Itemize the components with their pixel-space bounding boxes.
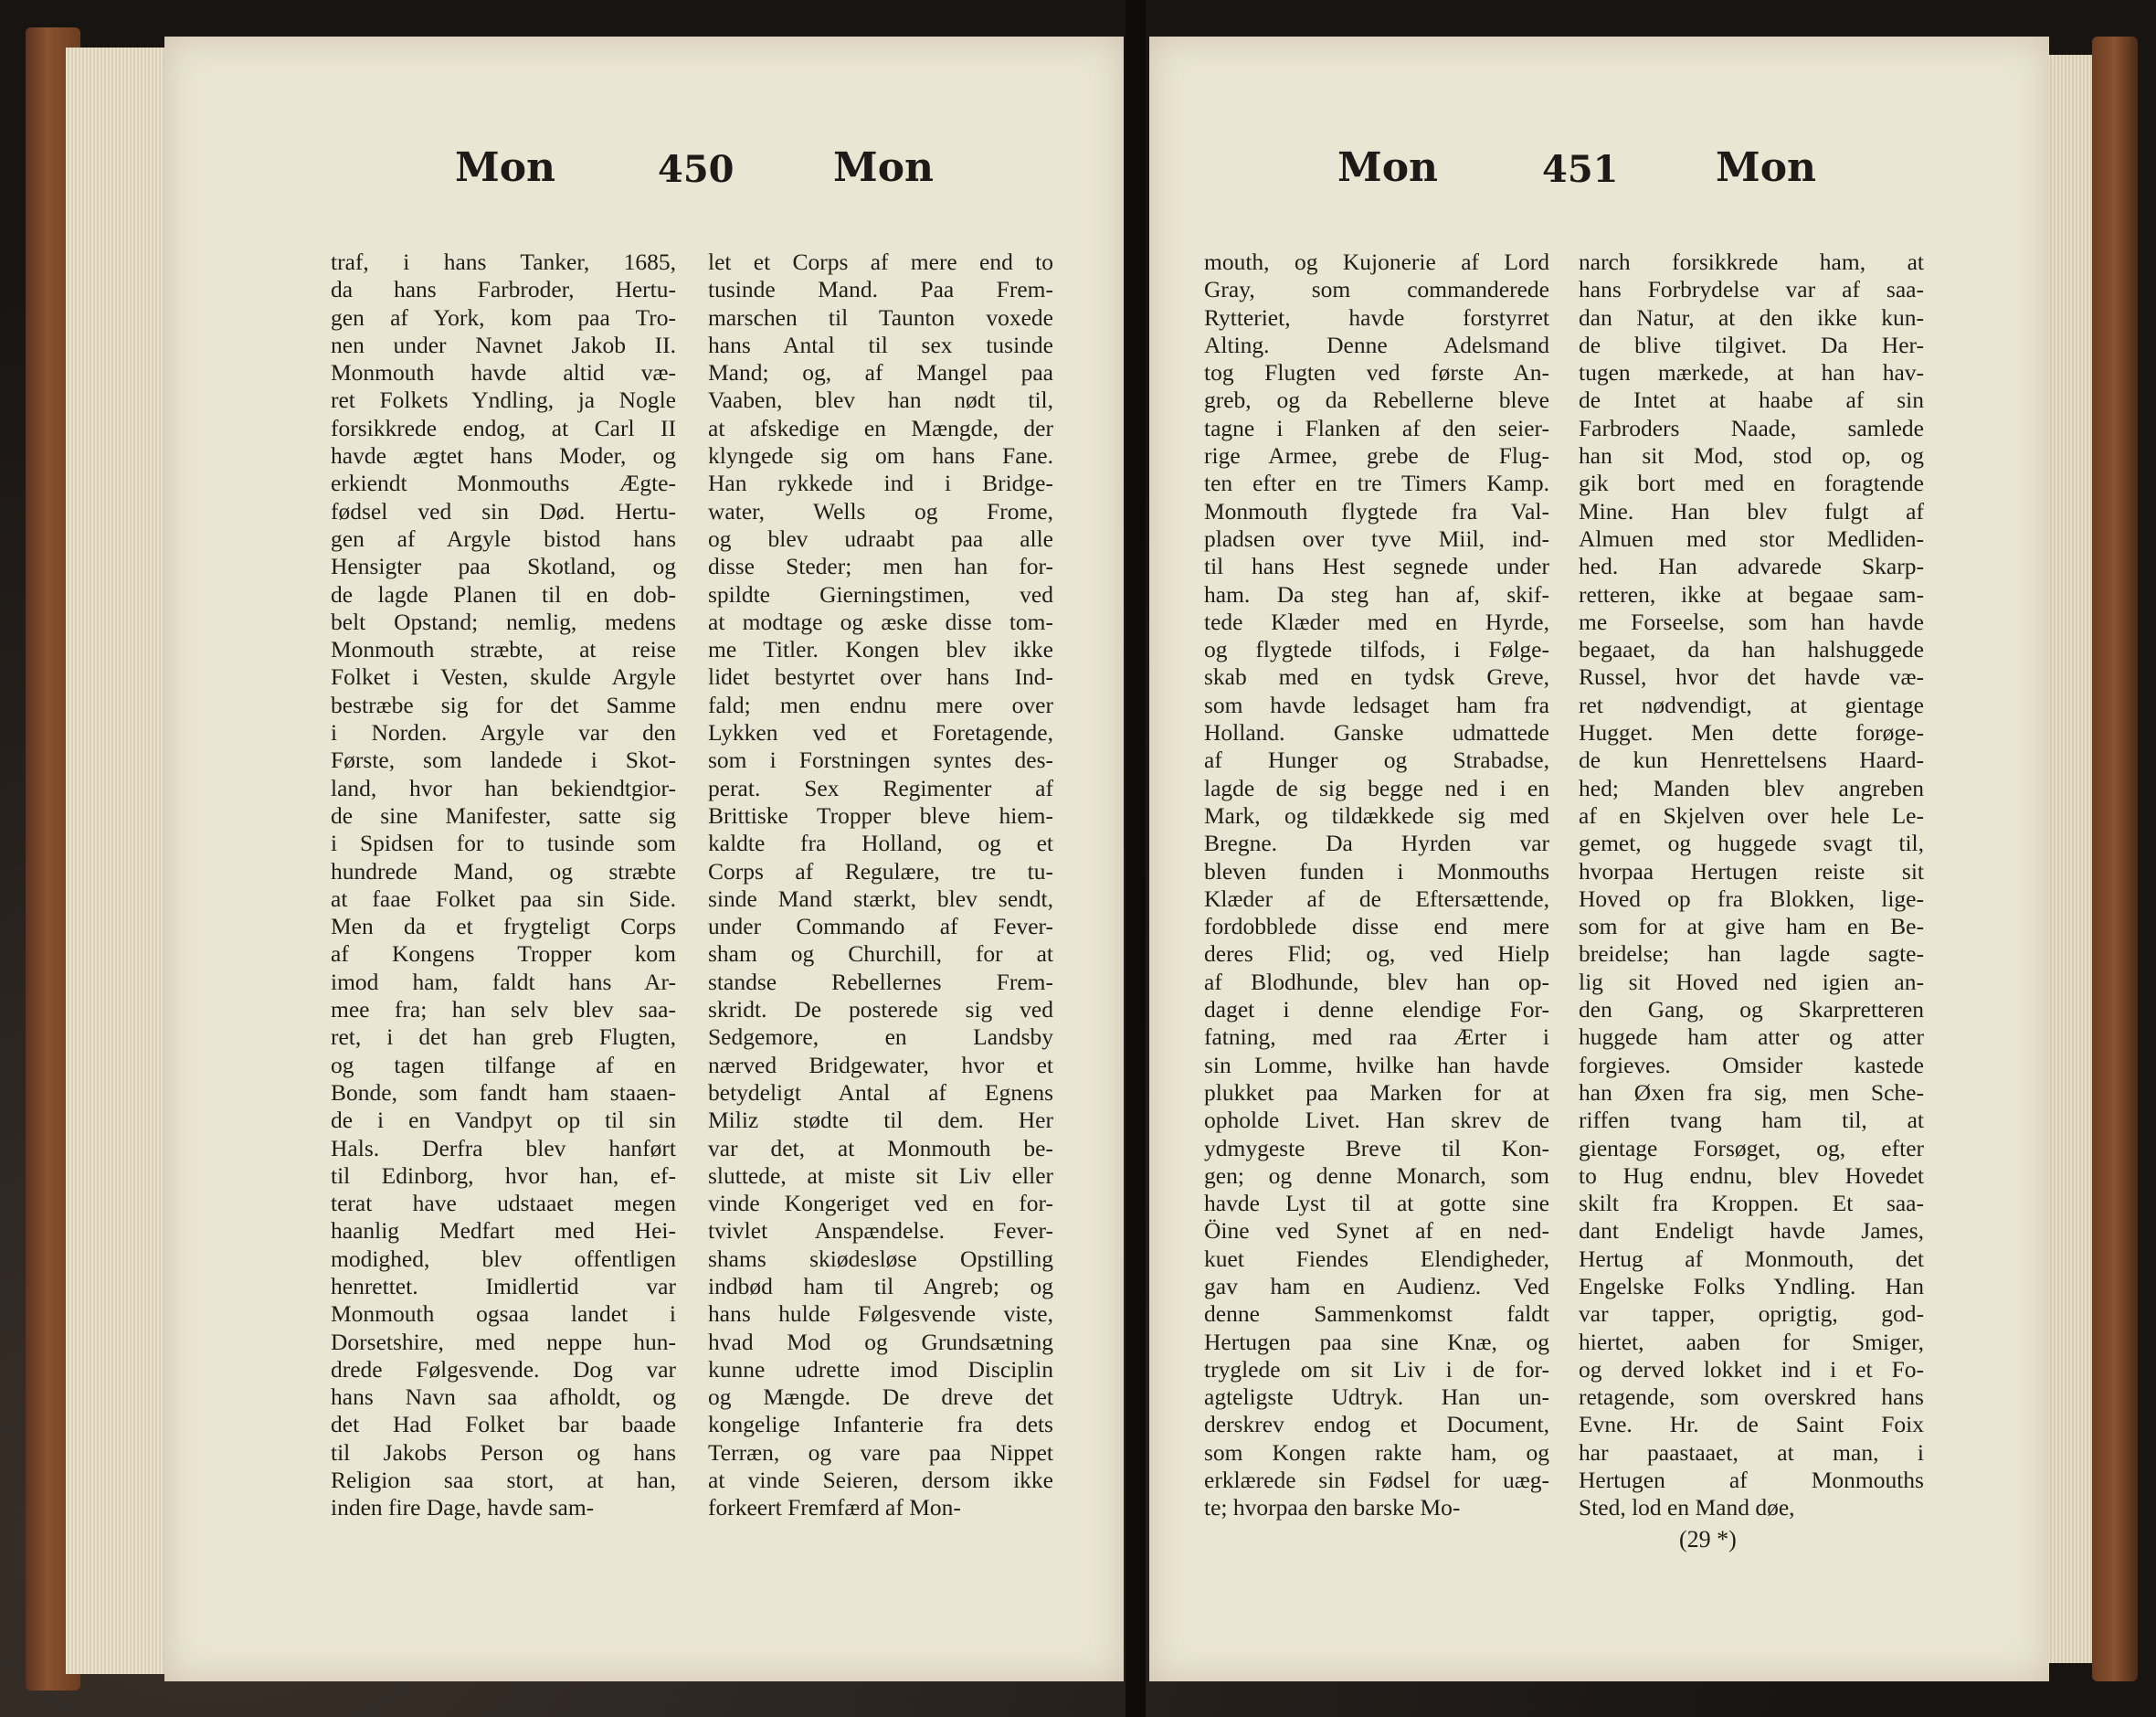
text-line: rige Armee, grebe de Flug- <box>1204 442 1549 470</box>
text-line: det Had Folket bar baade <box>331 1411 676 1438</box>
text-line: at modtage og æske disse tom- <box>708 608 1053 635</box>
text-line: tugen mærkede, at han hav- <box>1579 359 1924 387</box>
text-line: hvad Mod og Grundsætning <box>708 1328 1053 1355</box>
text-line: lig sit Hoved ned igien an- <box>1579 968 1924 995</box>
text-line: tede Klæder med en Hyrde, <box>1204 608 1549 635</box>
text-line: water, Wells og Frome, <box>708 497 1053 525</box>
text-line: te; hvorpaa den barske Mo- <box>1204 1494 1461 1521</box>
text-line: i Norden. Argyle var den <box>331 719 676 747</box>
text-line: drede Følgesvende. Dog var <box>331 1355 676 1383</box>
text-line: fordobblede disse end mere <box>1204 913 1549 940</box>
text-line: to Hug endnu, blev Hovedet <box>1579 1161 1924 1189</box>
text-line: den Gang, og Skarpretteren <box>1579 996 1924 1023</box>
text-line: derskrev endog et Document, <box>1204 1411 1549 1438</box>
page-stack-left <box>66 48 175 1674</box>
text-line: de lagde Planen til en dob- <box>331 580 676 608</box>
text-line: Brittiske Tropper bleve hiem- <box>708 801 1053 829</box>
text-line: imod ham, faldt hans Ar- <box>331 968 676 995</box>
text-line: let et Corps af mere end to <box>708 249 1053 275</box>
right-page-running-head-right: Mon <box>1716 144 1817 191</box>
text-line: dan Natur, at den ikke kun- <box>1579 303 1924 331</box>
right-page <box>1149 37 2049 1681</box>
right-page-number: 451 <box>1542 148 1619 191</box>
text-line: begaaet, da han halshuggede <box>1579 636 1924 663</box>
text-line: Klæder af de Eftersættende, <box>1204 885 1549 912</box>
text-line: som Kongen rakte ham, og <box>1204 1438 1549 1466</box>
text-line: opholde Livet. Han skrev de <box>1204 1107 1549 1134</box>
left-page-running-head-left: Mon <box>455 144 556 191</box>
text-line: gemet, og huggede svagt til, <box>1579 830 1924 857</box>
text-line: betydeligt Antal af Egnens <box>708 1078 1053 1106</box>
text-line: gen; og denne Monarch, som <box>1204 1161 1549 1189</box>
text-line: spildte Gierningstimen, ved <box>708 580 1053 608</box>
text-line: erkiendt Monmouths Ægte- <box>331 470 676 497</box>
text-line: Mand; og, af Mangel paa <box>708 359 1053 387</box>
text-line: kuet Fiendes Elendigheder, <box>1204 1245 1549 1272</box>
text-line: at faae Folket paa sin Side. <box>331 885 676 912</box>
text-line: Monmouth ogsaa landet i <box>331 1300 676 1328</box>
text-line: af Hunger og Strabadse, <box>1204 747 1549 774</box>
text-line: mee fra; han selv blev saa- <box>331 996 676 1023</box>
text-line: erklærede sin Fødsel for uæg- <box>1204 1467 1549 1494</box>
text-line: bestræbe sig for det Samme <box>331 691 676 718</box>
text-line: til Edinborg, hvor han, ef- <box>331 1161 676 1189</box>
text-line: kaldte fra Holland, og et <box>708 830 1053 857</box>
text-line: skridt. De posterede sig ved <box>708 996 1053 1023</box>
text-line: og derved lokket ind i et Fo- <box>1579 1355 1924 1383</box>
text-line: breidelse; han lagde sagte- <box>1579 940 1924 968</box>
text-line: Evne. Hr. de Saint Foix <box>1579 1411 1924 1438</box>
text-line: Vaaben, blev han nødt til, <box>708 387 1053 414</box>
text-line: mouth, og Kujonerie af Lord <box>1204 249 1549 275</box>
text-line: han Øxen fra sig, men Sche- <box>1579 1078 1924 1106</box>
text-line: me Titler. Kongen blev ikke <box>708 636 1053 663</box>
text-line: riffen tvang ham til, at <box>1579 1107 1924 1134</box>
text-line: plukket paa Marken for at <box>1204 1078 1549 1106</box>
text-line: retagende, som overskred hans <box>1579 1383 1924 1411</box>
text-line: Bregne. Da Hyrden var <box>1204 830 1549 857</box>
text-line: fødsel ved sin Død. Hertu- <box>331 497 676 525</box>
text-line: Sted, lod en Mand døe, <box>1579 1494 1795 1521</box>
text-line: Holland. Ganske udmattede <box>1204 719 1549 747</box>
text-line: Han rykkede ind i Bridge- <box>708 470 1053 497</box>
left-page-column-1 <box>331 249 676 1522</box>
text-line: Almuen med stor Medliden- <box>1579 525 1924 552</box>
text-line: Monmouth stræbte, at reise <box>331 636 676 663</box>
right-page-running-head-left: Mon <box>1337 144 1439 191</box>
book-gutter <box>1126 0 1146 1717</box>
text-line: vinde Kongeriget ved en for- <box>708 1190 1053 1217</box>
text-line: fatning, med raa Ærter i <box>1204 1023 1549 1051</box>
text-line: gen af Argyle bistod hans <box>331 525 676 552</box>
text-line: skilt fra Kroppen. Et saa- <box>1579 1190 1924 1217</box>
text-line: Men da et frygteligt Corps <box>331 913 676 940</box>
left-page-running-head-right: Mon <box>833 144 935 191</box>
text-line: hans Navn saa afholdt, og <box>331 1383 676 1411</box>
text-line: henrettet. Imidlertid var <box>331 1272 676 1299</box>
text-line: perat. Sex Regimenter af <box>708 774 1053 801</box>
text-line: greb, og da Rebellerne bleve <box>1204 387 1549 414</box>
text-line: Sedgemore, en Landsby <box>708 1023 1053 1051</box>
text-line: indbød ham til Angreb; og <box>708 1272 1053 1299</box>
text-line: sinde Mand stærkt, blev sendt, <box>708 885 1053 912</box>
text-line: Mine. Han blev fulgt af <box>1579 497 1924 525</box>
text-line: ydmygeste Breve til Kon- <box>1204 1134 1549 1161</box>
text-line: narch forsikkrede ham, at <box>1579 249 1924 275</box>
text-line: Miliz stødte til dem. Her <box>708 1107 1053 1134</box>
text-line: bleven funden i Monmouths <box>1204 857 1549 885</box>
text-line: traf, i hans Tanker, 1685, <box>331 249 676 275</box>
text-line: Engelske Folks Yndling. Han <box>1579 1272 1924 1299</box>
text-line: under Commando af Fever- <box>708 913 1053 940</box>
text-line: daget i denne elendige For- <box>1204 996 1549 1023</box>
text-line: me Forseelse, som han havde <box>1579 608 1924 635</box>
text-line: Første, som landede i Skot- <box>331 747 676 774</box>
text-line: Corps af Regulære, tre tu- <box>708 857 1053 885</box>
right-page-column-2 <box>1579 249 1924 1522</box>
left-page <box>164 37 1124 1681</box>
text-line: tog Flugten ved første An- <box>1204 359 1549 387</box>
text-line: gientage Forsøget, og, efter <box>1579 1134 1924 1161</box>
text-line: hans Forbrydelse var af saa- <box>1579 276 1924 303</box>
text-line: Hensigter paa Skotland, og <box>331 553 676 580</box>
text-line: han sit Mod, stod op, og <box>1579 442 1924 470</box>
text-line: til Jakobs Person og hans <box>331 1438 676 1466</box>
text-line: Hals. Derfra blev hanført <box>331 1134 676 1161</box>
text-line: de sine Manifester, satte sig <box>331 801 676 829</box>
text-line: Hoved op fra Blokken, lige- <box>1579 885 1924 912</box>
text-line: i Spidsen for to tusinde som <box>331 830 676 857</box>
text-line: belt Opstand; nemlig, medens <box>331 608 676 635</box>
text-line: nærved Bridgewater, hvor et <box>708 1051 1053 1078</box>
text-line: deres Flid; og, ved Hielp <box>1204 940 1549 968</box>
text-line: forgieves. Omsider kastede <box>1579 1051 1924 1078</box>
text-line: hed. Han advarede Skarp- <box>1579 553 1924 580</box>
text-line: Rytteriet, havde forstyrret <box>1204 303 1549 331</box>
text-line: ham. Da steg han af, skif- <box>1204 580 1549 608</box>
text-line: terat have udstaaet megen <box>331 1190 676 1217</box>
text-line: da hans Farbroder, Hertu- <box>331 276 676 303</box>
text-line: disse Steder; men han for- <box>708 553 1053 580</box>
text-line: sluttede, at miste sit Liv eller <box>708 1161 1053 1189</box>
text-line: hiertet, aaben for Smiger, <box>1579 1328 1924 1355</box>
text-line: ten efter en tre Timers Kamp. <box>1204 470 1549 497</box>
text-line: forkeert Fremfærd af Mon- <box>708 1494 961 1521</box>
text-line: sham og Churchill, for at <box>708 940 1053 968</box>
book-cover-edge-right <box>2092 37 2138 1681</box>
text-line: Öine ved Synet af en ned- <box>1204 1217 1549 1245</box>
signature-mark: (29 *) <box>1679 1526 1737 1553</box>
text-line: Monmouth flygtede fra Val- <box>1204 497 1549 525</box>
text-line: modighed, blev offentligen <box>331 1245 676 1272</box>
text-line: forsikkrede endog, at Carl II <box>331 414 676 441</box>
text-line: som for at give ham en Be- <box>1579 913 1924 940</box>
text-line: hed; Manden blev angreben <box>1579 774 1924 801</box>
text-line: ret, i det han greb Flugten, <box>331 1023 676 1051</box>
text-line: og tagen tilfange af en <box>331 1051 676 1078</box>
text-line: inden fire Dage, havde sam- <box>331 1494 595 1521</box>
text-line: standse Rebellernes Frem- <box>708 968 1053 995</box>
left-page-column-2 <box>708 249 1053 1522</box>
text-line: de blive tilgivet. Da Her- <box>1579 331 1924 358</box>
text-line: hans hulde Følgesvende viste, <box>708 1300 1053 1328</box>
text-line: og Mængde. De drevе det <box>708 1383 1053 1411</box>
left-page-number: 450 <box>658 148 735 191</box>
text-line: Hertug af Monmouth, det <box>1579 1245 1924 1272</box>
text-line: huggede ham atter og atter <box>1579 1023 1924 1051</box>
text-line: shams skiødesløse Opstilling <box>708 1245 1053 1272</box>
text-line: Hertugen af Monmouths <box>1579 1467 1924 1494</box>
text-line: Farbroders Naade, samlede <box>1579 414 1924 441</box>
text-line: fald; men endnu mere over <box>708 691 1053 718</box>
text-line: Folket i Vesten, skulde Argyle <box>331 663 676 691</box>
text-line: pladsen over tyve Miil, ind- <box>1204 525 1549 552</box>
text-line: klyngede sig om hans Fane. <box>708 442 1053 470</box>
text-line: af en Skjelven over hele Le- <box>1579 801 1924 829</box>
text-line: hvorpaa Hertugen reiste sit <box>1579 857 1924 885</box>
text-line: tagne i Flanken af den seier- <box>1204 414 1549 441</box>
text-line: at vinde Seieren, dersom ikke <box>708 1467 1053 1494</box>
right-page-column-1 <box>1204 249 1549 1522</box>
text-line: haanlig Medfart med Hei- <box>331 1217 676 1245</box>
text-line: hundrede Mand, og stræbte <box>331 857 676 885</box>
text-line: marschen til Taunton voxede <box>708 303 1053 331</box>
text-line: kongelige Infanterie fra dets <box>708 1411 1053 1438</box>
text-line: af Blodhunde, blev han op- <box>1204 968 1549 995</box>
text-line: Hugget. Men dette forøge- <box>1579 719 1924 747</box>
text-line: Religion saa stort, at han, <box>331 1467 676 1494</box>
text-line: skab med en tydsk Greve, <box>1204 663 1549 691</box>
text-line: var tapper, oprigtig, god- <box>1579 1300 1924 1328</box>
text-line: ret nødvendigt, at gientage <box>1579 691 1924 718</box>
text-line: havde ægtet hans Moder, og <box>331 442 676 470</box>
text-line: retteren, ikke at begaae sam- <box>1579 580 1924 608</box>
text-line: Hertugen paa sine Knæ, og <box>1204 1328 1549 1355</box>
text-line: som i Forstningen syntes des- <box>708 747 1053 774</box>
text-line: dant Endeligt havde James, <box>1579 1217 1924 1245</box>
text-line: de i en Vandpyt op til sin <box>331 1107 676 1134</box>
text-line: ret Folkets Yndling, ja Nogle <box>331 387 676 414</box>
text-line: denne Sammenkomst faldt <box>1204 1300 1549 1328</box>
text-line: land, hvor han bekiendtgior- <box>331 774 676 801</box>
text-line: gav ham en Audienz. Ved <box>1204 1272 1549 1299</box>
text-line: sin Lomme, hvilke han havde <box>1204 1051 1549 1078</box>
text-line: Alting. Denne Adelsmand <box>1204 331 1549 358</box>
text-line: gen af York, kom paa Tro- <box>331 303 676 331</box>
text-line: Bonde, som fandt ham staaen- <box>331 1078 676 1106</box>
text-line: gik bort med en foragtende <box>1579 470 1924 497</box>
text-line: de kun Henrettelsens Haard- <box>1579 747 1924 774</box>
text-line: Gray, som commanderede <box>1204 276 1549 303</box>
text-line: Dorsetshire, med neppe hun- <box>331 1328 676 1355</box>
text-line: de Intet at haabe af sin <box>1579 387 1924 414</box>
text-line: kunne udrette imod Disciplin <box>708 1355 1053 1383</box>
text-line: agteligste Udtryk. Han un- <box>1204 1383 1549 1411</box>
text-line: tryglede om sit Liv i de for- <box>1204 1355 1549 1383</box>
text-line: og blev udraabt paa alle <box>708 525 1053 552</box>
text-line: lagde de sig begge ned i en <box>1204 774 1549 801</box>
text-line: havde Lyst til at gotte sine <box>1204 1190 1549 1217</box>
text-line: tvivlet Anspændelse. Fever- <box>708 1217 1053 1245</box>
text-line: lidet bestyrtet over hans Ind- <box>708 663 1053 691</box>
text-line: Terræn, og vare paa Nippet <box>708 1438 1053 1466</box>
text-line: hans Antal til sex tusinde <box>708 331 1053 358</box>
text-line: Russel, hvor det havde væ- <box>1579 663 1924 691</box>
text-line: til hans Hest segnede under <box>1204 553 1549 580</box>
text-line: Mark, og tildækkede sig med <box>1204 801 1549 829</box>
text-line: som havde ledsaget ham fra <box>1204 691 1549 718</box>
text-line: af Kongens Tropper kom <box>331 940 676 968</box>
text-line: har paastaaet, at man, i <box>1579 1438 1924 1466</box>
text-line: Lykken ved et Foretagende, <box>708 719 1053 747</box>
text-line: nen under Navnet Jakob II. <box>331 331 676 358</box>
text-line: og flygtede tilfods, i Følge- <box>1204 636 1549 663</box>
text-line: at afskedige en Mængde, der <box>708 414 1053 441</box>
text-line: var det, at Monmouth be- <box>708 1134 1053 1161</box>
text-line: tusinde Mand. Paa Frem- <box>708 276 1053 303</box>
text-line: Monmouth havde altid væ- <box>331 359 676 387</box>
